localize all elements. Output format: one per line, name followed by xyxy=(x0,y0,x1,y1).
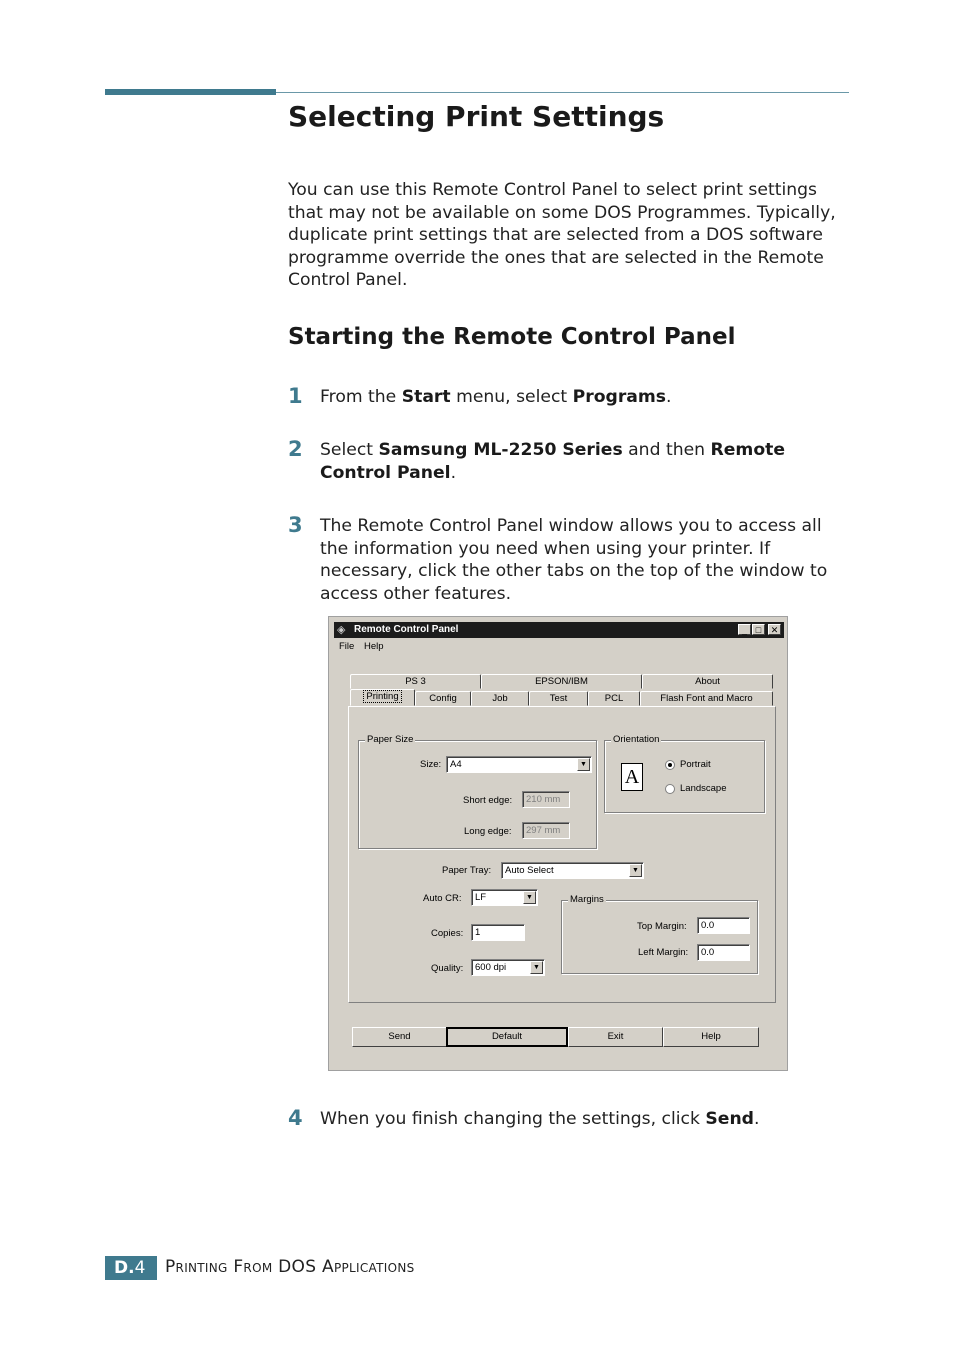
chevron-down-icon[interactable]: ▼ xyxy=(530,961,543,974)
menu-help[interactable]: Help xyxy=(364,641,384,652)
tab-about[interactable]: About xyxy=(642,674,773,689)
menu-file[interactable]: File xyxy=(339,641,355,652)
tab-pcl[interactable]: PCL xyxy=(588,691,640,706)
tab-flash-font-macro[interactable]: Flash Font and Macro xyxy=(640,691,773,706)
short-edge-label: Short edge: xyxy=(463,795,513,806)
section-title: Starting the Remote Control Panel xyxy=(288,324,736,350)
auto-cr-label: Auto CR: xyxy=(423,893,462,904)
paper-tray-label: Paper Tray: xyxy=(442,865,492,876)
tab-printing[interactable] xyxy=(350,689,415,706)
paper-tray-value: Auto Select xyxy=(505,865,554,876)
left-margin-input[interactable]: 0.0 xyxy=(697,944,750,961)
default-button[interactable]: Default xyxy=(446,1027,568,1047)
size-select[interactable] xyxy=(446,756,592,773)
footer-chapter-title: Printing From DOS Applications xyxy=(165,1257,415,1277)
step-number-3: 3 xyxy=(288,513,303,537)
chevron-down-icon[interactable]: ▼ xyxy=(577,758,590,771)
printer-icon: ◈ xyxy=(337,624,346,636)
header-rule-thick xyxy=(105,89,276,95)
copies-input[interactable]: 1 xyxy=(471,924,525,941)
margins-group xyxy=(561,894,758,974)
paper-size-group xyxy=(358,734,597,849)
tab-epson-ibm[interactable]: EPSON/IBM xyxy=(481,674,642,689)
paper-tray-select[interactable] xyxy=(501,862,644,879)
portrait-page-icon: A xyxy=(621,763,643,791)
portrait-label[interactable]: Portrait xyxy=(680,759,711,770)
quality-label: Quality: xyxy=(431,963,464,974)
help-button[interactable]: Help xyxy=(663,1027,759,1047)
close-icon[interactable]: ✕ xyxy=(768,624,781,635)
header-rule-thin xyxy=(276,92,849,93)
chevron-down-icon[interactable]: ▼ xyxy=(629,864,642,877)
printing-tab-panel xyxy=(348,706,776,1003)
margins-group-label: Margins xyxy=(570,894,604,905)
copies-label: Copies: xyxy=(431,928,464,939)
quality-value: 600 dpi xyxy=(475,962,507,973)
orientation-group xyxy=(604,734,765,813)
page-title: Selecting Print Settings xyxy=(288,100,665,133)
window-title: Remote Control Panel xyxy=(354,624,459,635)
auto-cr-select[interactable] xyxy=(471,889,538,906)
minimize-icon[interactable]: _ xyxy=(738,624,751,635)
paper-size-group-label: Paper Size xyxy=(367,734,414,745)
maximize-icon[interactable]: □ xyxy=(752,624,765,635)
exit-button[interactable]: Exit xyxy=(568,1027,663,1047)
tab-job[interactable]: Job xyxy=(471,691,529,706)
size-label: Size: xyxy=(420,759,442,770)
page-number-badge: D.4 xyxy=(105,1256,157,1280)
landscape-label[interactable]: Landscape xyxy=(680,783,727,794)
step-number-2: 2 xyxy=(288,437,303,461)
step-text-2: Select Samsung ML-2250 Series and then Remote Control Panel. xyxy=(320,440,785,483)
top-margin-input[interactable]: 0.0 xyxy=(697,917,750,934)
size-value: A4 xyxy=(450,759,462,770)
auto-cr-value: LF xyxy=(475,892,487,903)
step-text-4: When you finish changing the settings, click Send. xyxy=(320,1109,760,1129)
step-number-4: 4 xyxy=(288,1106,303,1130)
step-text-3: The Remote Control Panel window allows you to access all the information you need when using your printer. If necessary, click the other tabs on the top of the window to access other features. xyxy=(320,516,828,605)
tab-test[interactable]: Test xyxy=(529,691,588,706)
portrait-radio[interactable] xyxy=(665,760,675,770)
intro-paragraph: You can use this Remote Control Panel to select print settings that may not be available on some DOS Programmes. Typically, duplicate print settings that are selected from a DOS software programme override the ones that are selected in the Remote Control Panel. xyxy=(288,180,836,290)
send-button[interactable]: Send xyxy=(352,1027,447,1047)
long-edge-label: Long edge: xyxy=(464,826,512,837)
step-number-1: 1 xyxy=(288,384,303,408)
tab-ps3[interactable]: PS 3 xyxy=(350,674,481,689)
quality-select[interactable] xyxy=(471,959,545,976)
long-edge-field: 297 mm xyxy=(522,822,570,839)
chevron-down-icon[interactable]: ▼ xyxy=(523,891,536,904)
top-margin-label: Top Margin: xyxy=(637,921,687,932)
landscape-radio[interactable] xyxy=(665,784,675,794)
remote-control-panel-window xyxy=(328,616,788,1071)
left-margin-label: Left Margin: xyxy=(638,947,689,958)
step-text-1: From the Start menu, select Programs. xyxy=(320,387,672,407)
tab-config[interactable]: Config xyxy=(415,691,471,706)
window-titlebar[interactable] xyxy=(334,622,784,638)
short-edge-field: 210 mm xyxy=(522,791,570,808)
tab-printing-label: Printing xyxy=(363,690,401,703)
orientation-group-label: Orientation xyxy=(613,734,660,745)
